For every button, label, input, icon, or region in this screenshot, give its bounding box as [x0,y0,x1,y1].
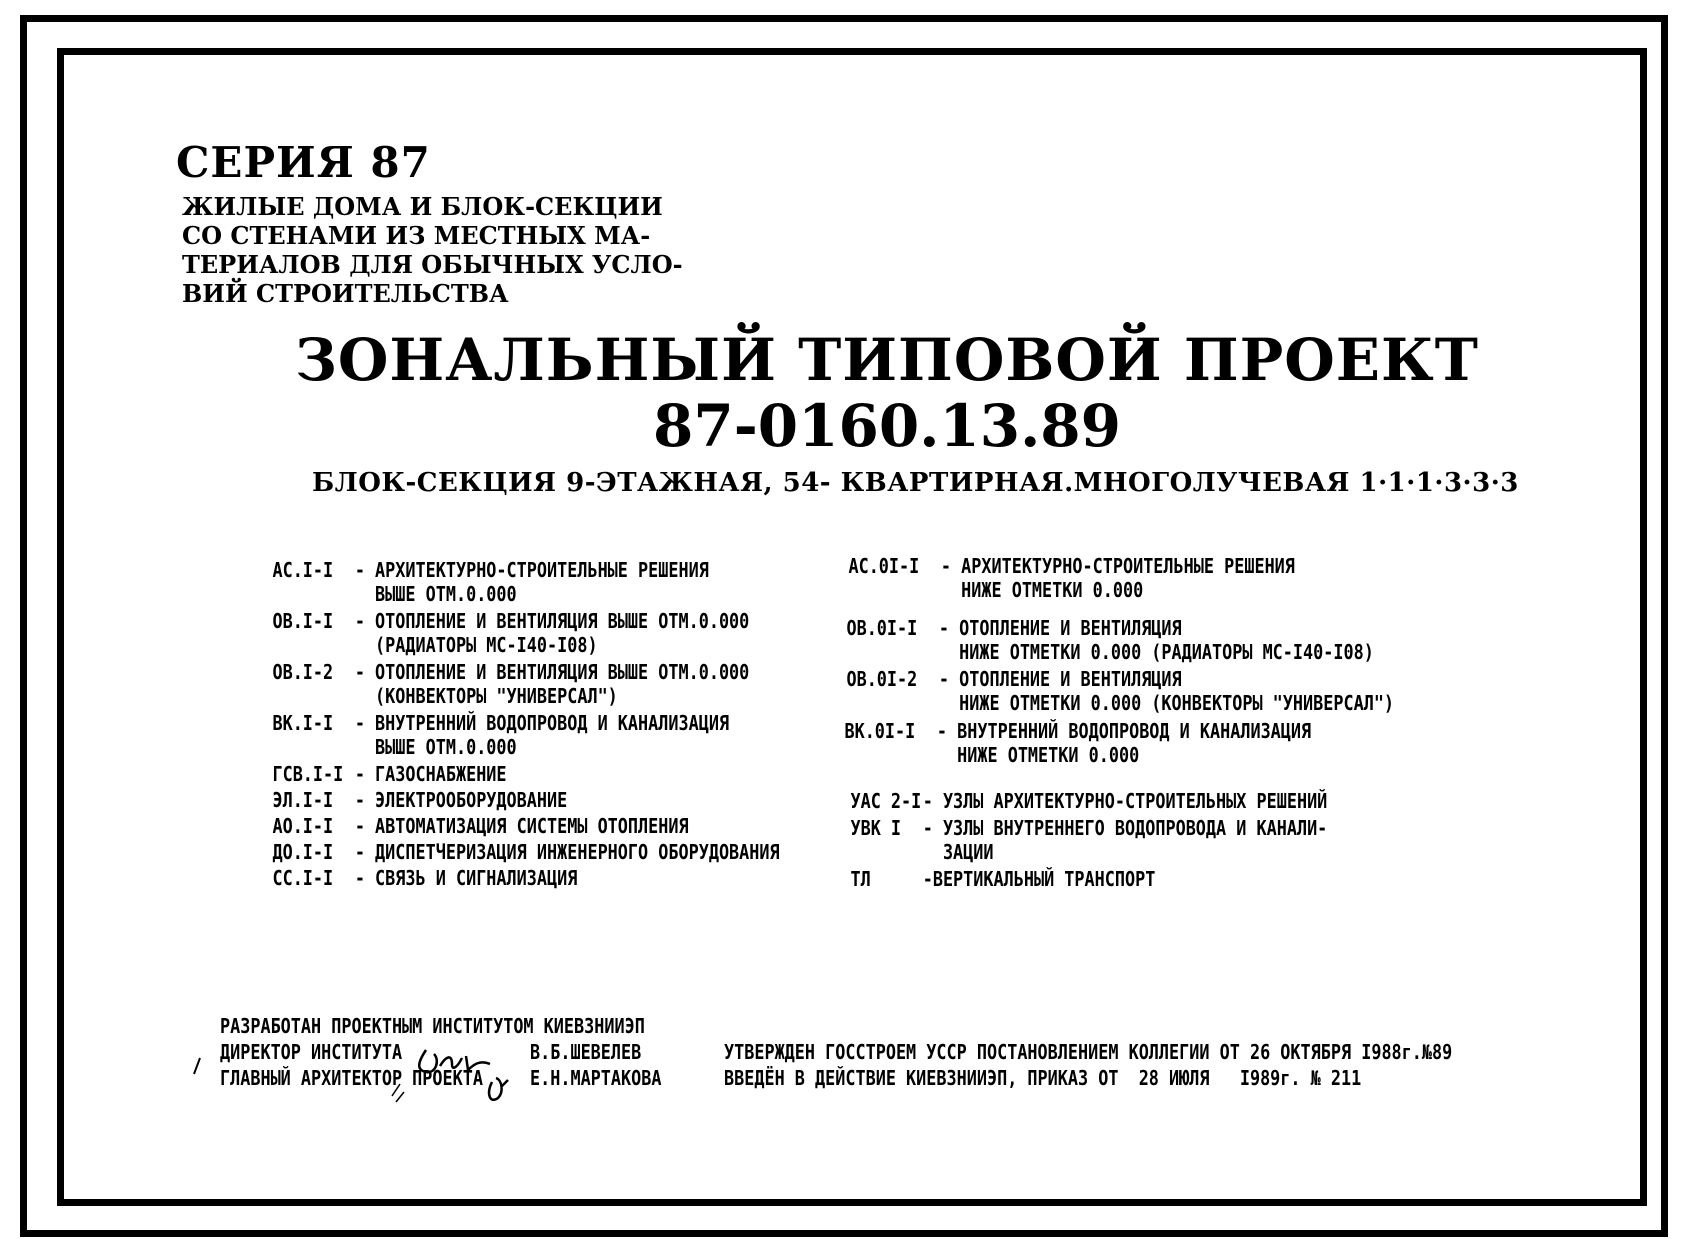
series-subtitle-line: ТЕРИАЛОВ ДЛЯ ОБЫЧНЫХ УСЛО- [182,250,683,279]
document-title-line: НИЖЕ ОТМЕТКИ 0.000 [961,578,1144,602]
document-title-line: ВЫШЕ ОТМ.0.000 [375,582,517,606]
document-code: АО.I-I [272,814,334,838]
document-title [957,719,1311,767]
document-title-line: ВЫШЕ ОТМ.0.000 [375,735,517,759]
document-title-line: НИЖЕ ОТМЕТКИ 0.000 [957,743,1140,767]
document-code: ДО.I-I [272,840,334,864]
document-code: ВК.I-I [272,711,334,735]
document-title-line: ЗАЦИИ [942,840,994,864]
developed-by: РАЗРАБОТАН ПРОЕКТНЫМ ИНСТИТУТОМ КИЕВЗНИИЭП [220,1014,645,1038]
document-row: ДО.I-I - ДИСПЕТЧЕРИЗАЦИЯ ИНЖЕНЕРНОГО ОБОРУДОВАНИЯ [272,840,780,864]
document-code: УАС 2-I [850,789,922,813]
document-row: ГСВ.I-I - ГАЗОСНАБЖЕНИЕ [272,762,507,786]
document-row: ОВ.I-I - ОТОПЛЕНИЕ И ВЕНТИЛЯЦИЯ ВЫШЕ ОТМ.0.000 (РАДИАТОРЫ МС-I40-I08) [272,609,750,657]
document-title-line: НИЖЕ ОТМЕТКИ 0.000 (КОНВЕКТОРЫ "УНИВЕРСАЛ") [959,691,1395,715]
document-code: ОВ.0I-2 [846,667,918,691]
document-title-line: ОТОПЛЕНИЕ И ВЕНТИЛЯЦИЯ ВЫШЕ ОТМ.0.000 [375,660,750,684]
document-row: АС.0I-I - АРХИТЕКТУРНО-СТРОИТЕЛЬНЫЕ РЕШЕНИЯ НИЖЕ ОТМЕТКИ 0.000 [848,554,1295,602]
series-title: СЕРИЯ 87 [176,138,431,187]
document-code: АС.I-I [272,558,334,582]
document-row: ЭЛ.I-I - ЭЛЕКТРООБОРУДОВАНИЕ [272,788,568,812]
chief-architect-title: ГЛАВНЫЙ АРХИТЕКТОР ПРОЕКТА [220,1066,483,1090]
approved-line: УТВЕРЖДЕН ГОССТРОЕМ УССР ПОСТАНОВЛЕНИЕМ КОЛЛЕГИИ ОТ 26 ОКТЯБРЯ I988г.№89 [724,1040,1453,1064]
document-title-line: УЗЛЫ ВНУТРЕННЕГО ВОДОПРОВОДА И КАНАЛИ- [942,816,1328,840]
document-title-line: (РАДИАТОРЫ МС-I40-I08) [375,633,598,657]
document-title-line: ОТОПЛЕНИЕ И ВЕНТИЛЯЦИЯ [959,616,1182,640]
project-code: 87-0160.13.89 [652,392,1122,460]
document-code: ВК.0I-I [844,719,916,743]
document-code: ОВ.I-2 [272,660,334,684]
enacted-line: ВВЕДЁН В ДЕЙСТВИЕ КИЕВЗНИИЭП, ПРИКАЗ ОТ 28 ИЮЛЯ I989г. № 211 [724,1066,1362,1090]
document-title: УЗЛЫ АРХИТЕКТУРНО-СТРОИТЕЛЬНЫХ РЕШЕНИЙ [942,789,1328,813]
document-row: ВК.0I-I - ВНУТРЕННИЙ ВОДОПРОВОД И КАНАЛИЗАЦИЯ НИЖЕ ОТМЕТКИ 0.000 [844,719,1312,767]
document-row: ТЛ -ВЕРТИКАЛЬНЫЙ ТРАНСПОРТ [850,867,1156,891]
series-subtitle-line: ЖИЛЫЕ ДОМА И БЛОК-СЕКЦИИ [182,192,663,221]
series-subtitle-line: СО СТЕНАМИ ИЗ МЕСТНЫХ МА- [182,221,651,250]
document-code: ГСВ.I-I [272,762,344,786]
document-row: АО.I-I - АВТОМАТИЗАЦИЯ СИСТЕМЫ ОТОПЛЕНИЯ [272,814,689,838]
document-title-line: НИЖЕ ОТМЕТКИ 0.000 (РАДИАТОРЫ МС-I40-I08) [959,640,1374,664]
signatures [190,1036,530,1106]
document-row: СС.I-I - СВЯЗЬ И СИГНАЛИЗАЦИЯ [272,866,578,890]
document-row: УВК I - УЗЛЫ ВНУТРЕННЕГО ВОДОПРОВОДА И КАНАЛИ- ЗАЦИИ [850,816,1328,864]
document-row: ОВ.I-2 - ОТОПЛЕНИЕ И ВЕНТИЛЯЦИЯ ВЫШЕ ОТМ.0.000 (КОНВЕКТОРЫ "УНИВЕРСАЛ") [272,660,750,708]
document-title-line: ВНУТРЕННИЙ ВОДОПРОВОД И КАНАЛИЗАЦИЯ [375,711,730,735]
document-row: АС.I-I - АРХИТЕКТУРНО-СТРОИТЕЛЬНЫЕ РЕШЕНИЯ ВЫШЕ ОТМ.0.000 [272,558,709,606]
document-code: АС.0I-I [848,554,920,578]
document-title: ВЕРТИКАЛЬНЫЙ ТРАНСПОРТ [932,867,1156,891]
chief-architect-name: Е.Н.МАРТАКОВА [530,1066,662,1090]
document-code: УВК I [850,816,902,840]
document-title-line: ОТОПЛЕНИЕ И ВЕНТИЛЯЦИЯ [959,667,1182,691]
document-title-line: (КОНВЕКТОРЫ "УНИВЕРСАЛ") [375,684,618,708]
document-title-line: АРХИТЕКТУРНО-СТРОИТЕЛЬНЫЕ РЕШЕНИЯ [961,554,1295,578]
document-code: ОВ.I-I [272,609,334,633]
document-title-line: АРХИТЕКТУРНО-СТРОИТЕЛЬНЫЕ РЕШЕНИЯ [375,558,709,582]
document-code: ЭЛ.I-I [272,788,334,812]
block-description: БЛОК-СЕКЦИЯ 9-ЭТАЖНАЯ, 54- КВАРТИРНАЯ.МНОГОЛУЧЕВАЯ 1·1·1·3·3·3 [312,468,1519,498]
document-title: ДИСПЕТЧЕРИЗАЦИЯ ИНЖЕНЕРНОГО ОБОРУДОВАНИЯ [375,840,780,864]
document-code: ТЛ [850,867,871,891]
document-code: ОВ.0I-I [846,616,918,640]
main-title: ЗОНАЛЬНЫЙ ТИПОВОЙ ПРОЕКТ [295,326,1479,394]
document-title-line: ВНУТРЕННИЙ ВОДОПРОВОД И КАНАЛИЗАЦИЯ [957,719,1312,743]
document-title: ЭЛЕКТРООБОРУДОВАНИЕ [375,788,568,812]
director-title: ДИРЕКТОР ИНСТИТУТА [220,1040,403,1064]
document-title: АВТОМАТИЗАЦИЯ СИСТЕМЫ ОТОПЛЕНИЯ [375,814,689,838]
director-name: В.Б.ШЕВЕЛЕВ [530,1040,642,1064]
document-row: УАС 2-I- УЗЛЫ АРХИТЕКТУРНО-СТРОИТЕЛЬНЫХ РЕШЕНИЙ [850,789,1328,813]
document-row: ВК.I-I - ВНУТРЕННИЙ ВОДОПРОВОД И КАНАЛИЗАЦИЯ ВЫШЕ ОТМ.0.000 [272,711,730,759]
document-row: ОВ.0I-2 - ОТОПЛЕНИЕ И ВЕНТИЛЯЦИЯ НИЖЕ ОТМЕТКИ 0.000 (КОНВЕКТОРЫ "УНИВЕРСАЛ") [846,667,1395,715]
series-subtitle-line: ВИЙ СТРОИТЕЛЬСТВА [182,279,509,308]
document-code: СС.I-I [272,866,334,890]
document-title-line: ОТОПЛЕНИЕ И ВЕНТИЛЯЦИЯ ВЫШЕ ОТМ.0.000 [375,609,750,633]
document-title: СВЯЗЬ И СИГНАЛИЗАЦИЯ [375,866,578,890]
document-title: ГАЗОСНАБЖЕНИЕ [375,762,507,786]
document-row: ОВ.0I-I - ОТОПЛЕНИЕ И ВЕНТИЛЯЦИЯ НИЖЕ ОТМЕТКИ 0.000 (РАДИАТОРЫ МС-I40-I08) [846,616,1374,664]
